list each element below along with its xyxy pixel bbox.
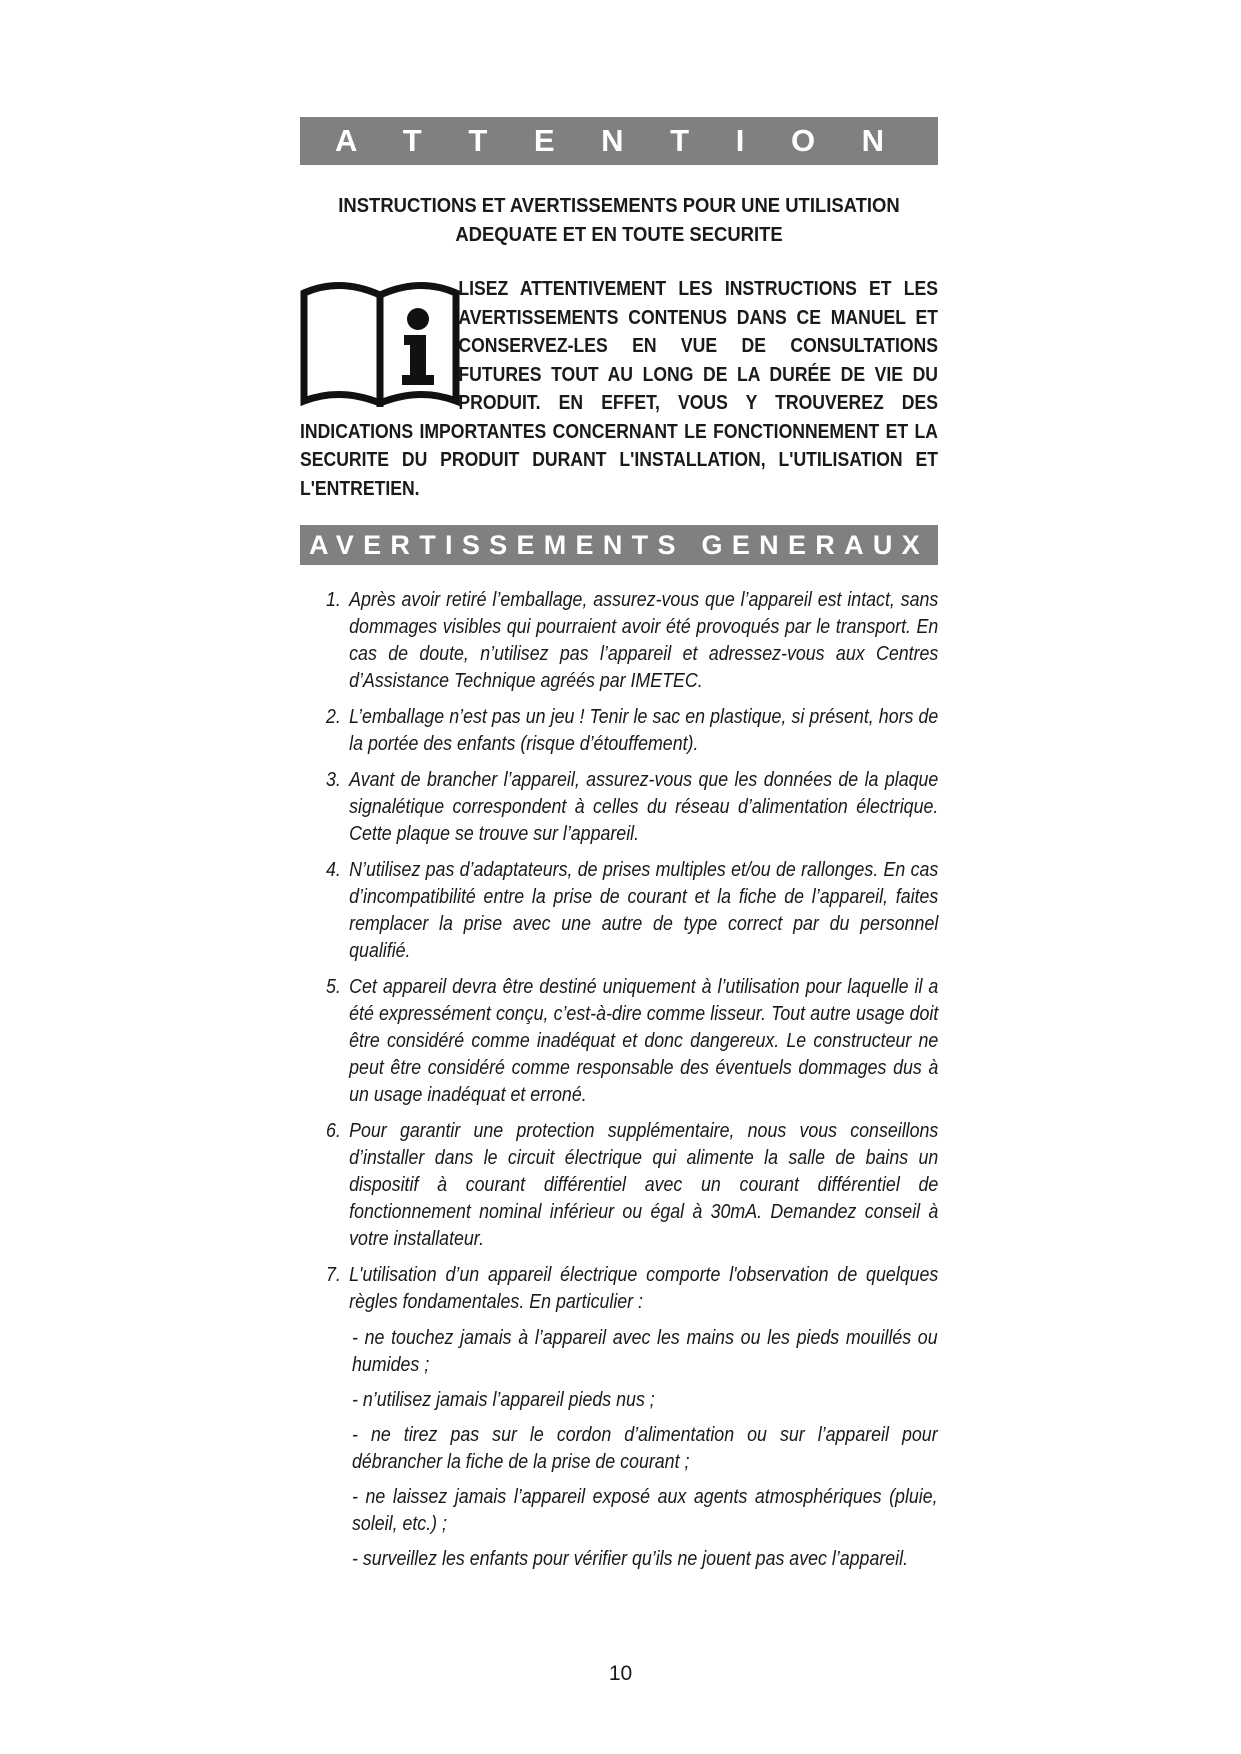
list-item-number: 5. xyxy=(326,976,341,998)
list-item-text: Avant de brancher l’appareil, assurez-vous que les données de la plaque signalétique correspondent à celles du réseau d’alimentation électrique. Cette plaque se trouve sur l’appareil. xyxy=(349,769,939,845)
sub-item: - ne laissez jamais l’appareil exposé aux agents atmosphériques (pluie, soleil, etc.) ; xyxy=(352,1486,938,1535)
warnings-list xyxy=(326,587,938,1573)
list-item-text: Après avoir retiré l’emballage, assurez-vous que l’appareil est intact, sans dommages visibles qui pourraient avoir été provoqués par le transport. En cas de doute, n’utilisez pas l’appareil et adressez-vous aux Centres d’Assistance Technique agréés par IMETEC. xyxy=(349,589,939,692)
list-item-text: L'utilisation d’un appareil électrique comporte l'observation de quelques règles fondamentales. En particulier : xyxy=(349,1264,939,1313)
subtitle-line-2: ADEQUATE ET EN TOUTE SECURITE xyxy=(455,223,783,246)
list-item xyxy=(326,587,938,695)
attention-banner: A T T E N T I O N xyxy=(300,117,938,165)
list-item xyxy=(326,1262,938,1316)
intro-block xyxy=(300,275,938,513)
list-item-number: 6. xyxy=(326,1120,341,1142)
general-warnings-banner: AVERTISSEMENTS GENERAUX xyxy=(300,525,938,565)
subtitle-line-1: INSTRUCTIONS ET AVERTISSEMENTS POUR UNE UTILISATION xyxy=(338,194,900,217)
list-item xyxy=(326,767,938,848)
subtitle xyxy=(304,191,934,249)
list-item-text: N’utilisez pas d’adaptateurs, de prises multiples et/ou de rallonges. En cas d’incompatibilité entre la prise de courant et la fiche de l’appareil, faites remplacer la prise avec une autre de type correct par du personnel qualifié. xyxy=(349,859,939,962)
list-item-number: 7. xyxy=(326,1264,341,1286)
sub-item: - ne tirez pas sur le cordon d’alimentation ou sur l’appareil pour débrancher la fiche de la prise de courant ; xyxy=(352,1424,938,1473)
list-item xyxy=(326,1118,938,1253)
intro-text xyxy=(300,275,938,503)
list-item-number: 4. xyxy=(326,859,341,881)
page-content xyxy=(300,117,938,1581)
sub-item: - ne touchez jamais à l’appareil avec les mains ou les pieds mouillés ou humides ; xyxy=(352,1327,938,1376)
list-item-number: 3. xyxy=(326,769,341,791)
page-number: 10 xyxy=(608,1662,633,1685)
list-item xyxy=(326,704,938,758)
list-item-text: Cet appareil devra être destiné uniquement à l’utilisation pour laquelle il a été expressément conçu, c’est-à-dire comme lisseur. Tout autre usage doit être considéré comme inadéquat et donc dangereux. Le constructeur ne peut être considéré comme responsable des éventuels dommages dus à un usage inadéquat et erroné. xyxy=(349,976,939,1106)
list-item xyxy=(326,974,938,1109)
general-warnings-section xyxy=(300,525,938,1573)
sub-item: - surveillez les enfants pour vérifier qu’ils ne jouent pas avec l’appareil. xyxy=(352,1548,909,1570)
list-item-number: 2. xyxy=(326,706,341,728)
list-item-text: Pour garantir une protection supplémentaire, nous vous conseillons d’installer dans le circuit électrique qui alimente la salle de bains un dispositif à courant différentiel avec un courant différentiel de fonctionnement nominal inférieur ou égal à 30mA. Demandez conseil à votre installateur. xyxy=(349,1120,939,1250)
sub-item: - n’utilisez jamais l’appareil pieds nus ; xyxy=(352,1389,655,1411)
intro-paragraph: LISEZ ATTENTIVEMENT LES INSTRUCTIONS ET LES AVERTISSEMENTS CONTENUS DANS CE MANUEL ET CONSERVEZ-LES EN VUE DE CONSULTATIONS FUTURES TOUT AU LONG DE LA DURÉE DE VIE DU PRODUIT. EN EFFET, VOUS Y TROUVEREZ DES INDICATIONS IMPORTANTES CONCERNANT LE FONCTIONNEMENT ET LA SECURITE DU PRODUIT DURANT L'INSTALLATION, L'UTILISATION ET L'ENTRETIEN. xyxy=(300,278,938,500)
list-item-number: 1. xyxy=(326,589,341,611)
list-item-text: L’emballage n’est pas un jeu ! Tenir le sac en plastique, si présent, hors de la portée des enfants (risque d’étouffement). xyxy=(349,706,939,755)
list-item xyxy=(326,857,938,965)
